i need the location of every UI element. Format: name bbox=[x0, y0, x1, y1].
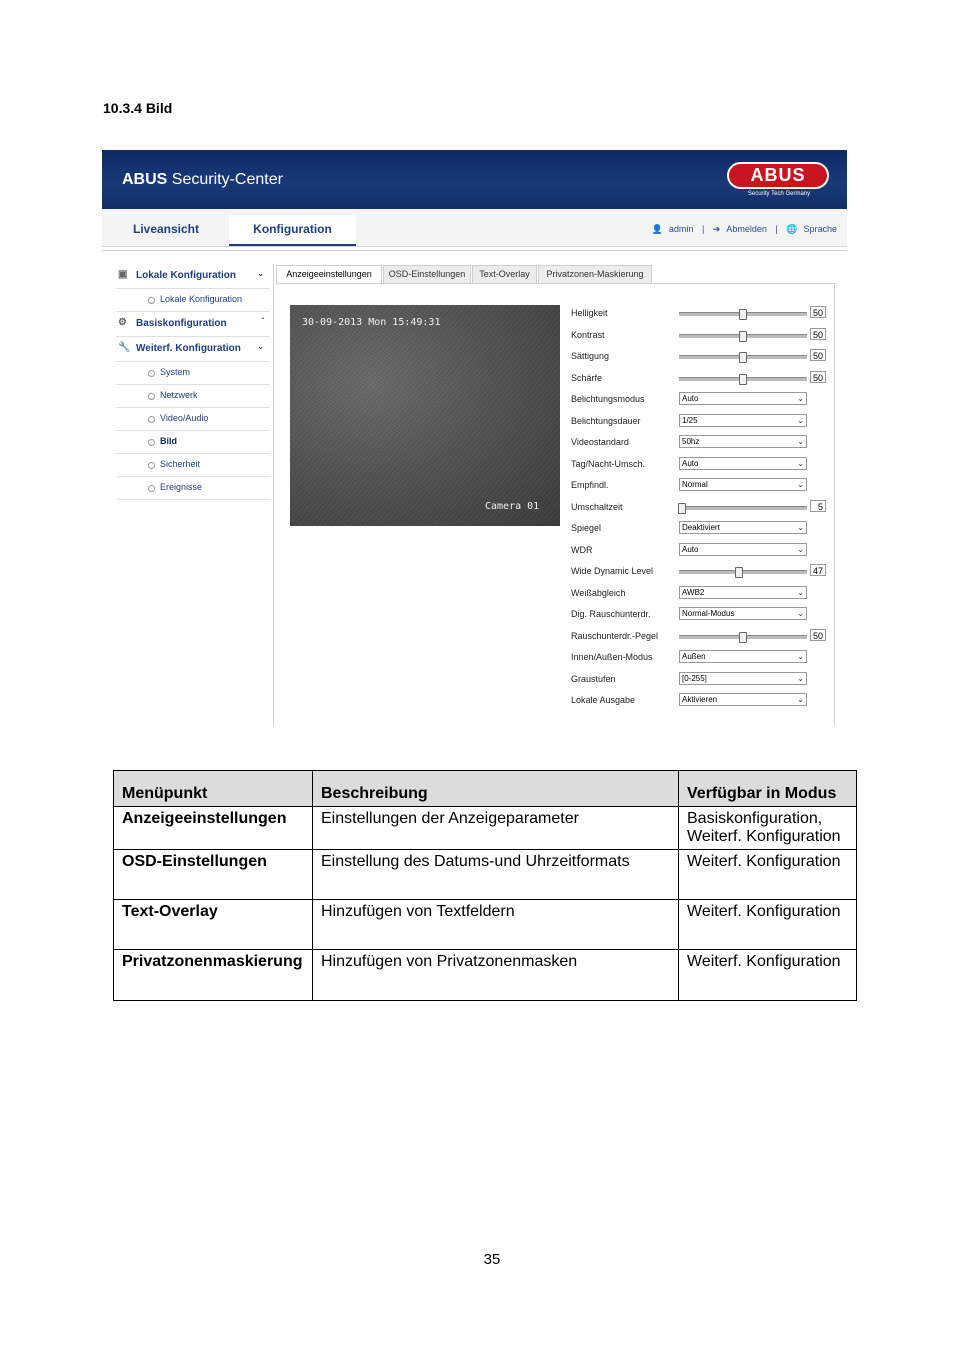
setting-row bbox=[571, 456, 831, 474]
bullet-icon bbox=[148, 485, 155, 492]
setting-label: Innen/Außen-Modus bbox=[571, 652, 653, 662]
select-value: [0-255] bbox=[682, 673, 707, 683]
setting-label: Empfindl. bbox=[571, 480, 609, 490]
setting-select[interactable] bbox=[679, 392, 807, 405]
setting-row bbox=[571, 542, 831, 560]
sidebar-item-weiterf[interactable]: 🔧 Weiterf. Konfiguration ⌄ bbox=[116, 337, 270, 362]
info-table bbox=[113, 770, 857, 1001]
setting-row bbox=[571, 305, 831, 323]
slider-thumb[interactable] bbox=[735, 567, 743, 578]
setting-select[interactable] bbox=[679, 607, 807, 620]
sidebar-sub-video-audio[interactable]: Video/Audio bbox=[116, 408, 270, 431]
chevron-down-icon: ⌄ bbox=[797, 480, 804, 489]
setting-row bbox=[571, 628, 831, 646]
setting-row bbox=[571, 649, 831, 667]
table-cell: Einstellungen der Anzeigeparameter bbox=[313, 807, 679, 850]
setting-row bbox=[571, 370, 831, 388]
setting-select[interactable] bbox=[679, 478, 807, 491]
sidebar-sub-bild[interactable]: Bild bbox=[116, 431, 270, 454]
table-cell: Weiterf. Konfiguration bbox=[679, 900, 857, 950]
sidebar-divider bbox=[273, 264, 274, 726]
setting-label: Tag/Nacht-Umsch. bbox=[571, 458, 646, 469]
section-title: 10.3.4 Bild bbox=[103, 100, 173, 116]
setting-label: Umschaltzeit bbox=[571, 501, 623, 512]
select-value: 1/25 bbox=[682, 415, 698, 425]
setting-select[interactable] bbox=[679, 457, 807, 470]
setting-label: Dig. Rauschunterdr. bbox=[571, 609, 651, 619]
setting-row bbox=[571, 434, 831, 452]
chevron-down-icon: ⌄ bbox=[797, 609, 804, 618]
logout-icon: ➔ bbox=[712, 224, 721, 234]
setting-row bbox=[571, 671, 831, 689]
wrench-icon: 🔧 bbox=[118, 342, 131, 353]
setting-select[interactable] bbox=[679, 521, 807, 534]
top-navbar bbox=[102, 209, 847, 247]
tab-anzeigeeinstellungen[interactable]: Anzeigeeinstellungen bbox=[276, 265, 382, 285]
setting-row bbox=[571, 563, 831, 581]
setting-label: WDR bbox=[571, 544, 593, 555]
table-cell: Privatzonenmaskierung bbox=[114, 950, 313, 1001]
chevron-down-icon: ⌄ bbox=[257, 269, 264, 278]
sidebar-item-lokale[interactable]: ▣ Lokale Konfiguration ⌄ bbox=[116, 264, 270, 289]
camera-name: Camera 01 bbox=[485, 501, 540, 512]
logout-link[interactable]: Abmelden bbox=[726, 224, 767, 234]
user-link[interactable]: admin bbox=[668, 224, 694, 234]
slider-value-input[interactable]: 50 bbox=[810, 629, 826, 641]
bullet-icon bbox=[148, 393, 155, 400]
sidebar-sub-system[interactable]: System bbox=[116, 362, 270, 385]
sidebar-item-basis[interactable]: ⚙ Basiskonfiguration ˆ bbox=[116, 312, 270, 337]
slider-thumb[interactable] bbox=[739, 352, 747, 363]
setting-label: Kontrast bbox=[571, 329, 605, 340]
bullet-icon bbox=[148, 297, 155, 304]
table-header-row bbox=[114, 771, 857, 807]
table-row bbox=[114, 807, 857, 850]
setting-row bbox=[571, 520, 831, 538]
slider-value-input[interactable]: 47 bbox=[810, 564, 826, 576]
setting-row bbox=[571, 348, 831, 366]
divider bbox=[102, 250, 847, 251]
bullet-icon bbox=[148, 416, 155, 423]
bullet-icon bbox=[148, 462, 155, 469]
camera-texture bbox=[290, 305, 560, 526]
table-cell: Basiskonfiguration, Weiterf. Konfiguration bbox=[679, 807, 857, 850]
gear-icon: ⚙ bbox=[118, 317, 127, 328]
chevron-down-icon: ⌄ bbox=[797, 652, 804, 661]
chevron-down-icon: ⌄ bbox=[797, 437, 804, 446]
globe-icon: 🌐 bbox=[786, 224, 798, 234]
select-value: Auto bbox=[682, 394, 699, 403]
table-cell: Text-Overlay bbox=[114, 900, 313, 950]
slider-thumb[interactable] bbox=[739, 632, 747, 643]
chevron-down-icon: ⌄ bbox=[797, 673, 804, 683]
table-row bbox=[114, 850, 857, 900]
user-links: 👤 admin | ➔ Abmelden | 🌐 Sprache bbox=[651, 224, 837, 234]
setting-label: Weißabgleich bbox=[571, 587, 626, 598]
setting-slider[interactable] bbox=[679, 506, 807, 510]
table-cell: Anzeigeeinstellungen bbox=[114, 807, 313, 850]
setting-label: Helligkeit bbox=[571, 308, 608, 318]
camera-preview bbox=[290, 305, 560, 526]
setting-slider[interactable] bbox=[679, 377, 807, 381]
sidebar-sub-lokale[interactable]: Lokale Konfiguration bbox=[116, 289, 270, 312]
sidebar bbox=[116, 264, 270, 500]
select-value: Aktivieren bbox=[682, 695, 718, 704]
slider-thumb[interactable] bbox=[739, 374, 747, 385]
page-number: 35 bbox=[483, 1251, 501, 1268]
language-link[interactable]: Sprache bbox=[803, 224, 837, 234]
tab-text-overlay[interactable]: Text-Overlay bbox=[472, 265, 537, 284]
header-beschreibung: Beschreibung bbox=[313, 771, 679, 807]
setting-slider[interactable] bbox=[679, 635, 807, 639]
select-value: Normal-Modus bbox=[682, 609, 735, 618]
chevron-down-icon: ⌄ bbox=[797, 544, 804, 554]
setting-slider[interactable] bbox=[679, 334, 807, 338]
chevron-down-icon: ⌄ bbox=[797, 394, 804, 403]
setting-select[interactable] bbox=[679, 672, 807, 685]
select-value: Deaktiviert bbox=[682, 523, 720, 532]
select-value: Normal bbox=[682, 480, 708, 489]
chevron-down-icon: ⌄ bbox=[797, 587, 804, 597]
setting-label: Rauschunterdr.-Pegel bbox=[571, 630, 659, 641]
setting-row bbox=[571, 585, 831, 603]
logo-subtitle: Security Tech Germany bbox=[747, 191, 811, 197]
setting-label: Wide Dynamic Level bbox=[571, 566, 654, 576]
setting-slider[interactable] bbox=[679, 312, 807, 316]
setting-label: Schärfe bbox=[571, 372, 603, 383]
table-cell: OSD-Einstellungen bbox=[114, 850, 313, 900]
chevron-down-icon: ⌄ bbox=[797, 458, 804, 468]
setting-select[interactable] bbox=[679, 435, 807, 448]
user-icon: 👤 bbox=[651, 224, 663, 234]
setting-row bbox=[571, 413, 831, 431]
table-cell: Hinzufügen von Privatzonenmasken bbox=[313, 950, 679, 1001]
content-border bbox=[834, 283, 835, 726]
chevron-down-icon: ⌄ bbox=[797, 695, 804, 704]
setting-row bbox=[571, 692, 831, 710]
app-title: ABUS Security-Center bbox=[122, 171, 283, 188]
select-value: AWB2 bbox=[682, 587, 705, 597]
app-banner bbox=[102, 150, 847, 209]
select-value: Auto bbox=[682, 544, 699, 554]
select-value: Auto bbox=[682, 458, 699, 468]
bullet-icon bbox=[148, 439, 155, 446]
slider-value-input[interactable]: 5 bbox=[810, 500, 826, 512]
setting-select[interactable] bbox=[679, 414, 807, 427]
slider-thumb[interactable] bbox=[739, 331, 747, 342]
setting-label: Spiegel bbox=[571, 523, 602, 533]
chevron-down-icon: ⌄ bbox=[257, 342, 264, 351]
table-cell: Weiterf. Konfiguration bbox=[679, 850, 857, 900]
ui-screenshot bbox=[102, 150, 847, 728]
setting-slider[interactable] bbox=[679, 355, 807, 359]
slider-value-input[interactable]: 50 bbox=[810, 306, 826, 318]
setting-select[interactable] bbox=[679, 693, 807, 706]
slider-value-input[interactable]: 50 bbox=[810, 349, 826, 361]
setting-row bbox=[571, 391, 831, 409]
table-cell: Hinzufügen von Textfeldern bbox=[313, 900, 679, 950]
select-value: 50hz bbox=[682, 437, 700, 446]
sidebar-sub-ereignisse[interactable]: Ereignisse bbox=[116, 477, 270, 500]
camera-timestamp: 30-09-2013 Mon 15:49:31 bbox=[302, 317, 441, 328]
table-cell: Einstellung des Datums-und Uhrzeitformats bbox=[313, 850, 679, 900]
table-row bbox=[114, 950, 857, 1001]
setting-label: Videostandard bbox=[571, 437, 629, 447]
chevron-up-icon: ˆ bbox=[261, 317, 264, 326]
setting-select[interactable] bbox=[679, 650, 807, 663]
slider-value-input[interactable]: 50 bbox=[810, 328, 826, 340]
slider-thumb[interactable] bbox=[739, 309, 747, 320]
tab-osd-einstellungen[interactable]: OSD-Einstellungen bbox=[383, 265, 471, 284]
header-menupunkt: Menüpunkt bbox=[114, 771, 313, 807]
bullet-icon bbox=[148, 370, 155, 377]
setting-row bbox=[571, 499, 831, 517]
setting-label: Belichtungsdauer bbox=[571, 415, 641, 426]
slider-thumb[interactable] bbox=[678, 503, 686, 514]
abus-logo: ABUS bbox=[727, 162, 829, 189]
setting-select[interactable] bbox=[679, 543, 807, 556]
select-value: Außen bbox=[682, 652, 706, 661]
tab-liveansicht[interactable]: Liveansicht bbox=[132, 222, 200, 236]
setting-row bbox=[571, 327, 831, 345]
chevron-down-icon: ⌄ bbox=[797, 415, 804, 425]
tab-konfiguration[interactable]: Konfiguration bbox=[229, 215, 356, 246]
header-verfuegbar: Verfügbar in Modus bbox=[679, 771, 857, 807]
monitor-icon: ▣ bbox=[118, 269, 128, 280]
setting-row bbox=[571, 477, 831, 495]
sidebar-sub-netzwerk[interactable]: Netzwerk bbox=[116, 385, 270, 408]
chevron-down-icon: ⌄ bbox=[797, 523, 804, 532]
table-cell: Weiterf. Konfiguration bbox=[679, 950, 857, 1001]
slider-value-input[interactable]: 50 bbox=[810, 371, 826, 383]
tab-privatzonen-maskierung[interactable]: Privatzonen-Maskierung bbox=[538, 265, 652, 284]
setting-row bbox=[571, 606, 831, 624]
setting-label: Lokale Ausgabe bbox=[571, 695, 636, 705]
setting-select[interactable] bbox=[679, 586, 807, 599]
setting-slider[interactable] bbox=[679, 570, 807, 574]
table-row bbox=[114, 900, 857, 950]
setting-label: Belichtungsmodus bbox=[571, 394, 645, 404]
setting-label: Graustufen bbox=[571, 673, 616, 684]
tab-underline bbox=[276, 283, 836, 284]
setting-label: Sättigung bbox=[571, 351, 610, 361]
sidebar-sub-sicherheit[interactable]: Sicherheit bbox=[116, 454, 270, 477]
